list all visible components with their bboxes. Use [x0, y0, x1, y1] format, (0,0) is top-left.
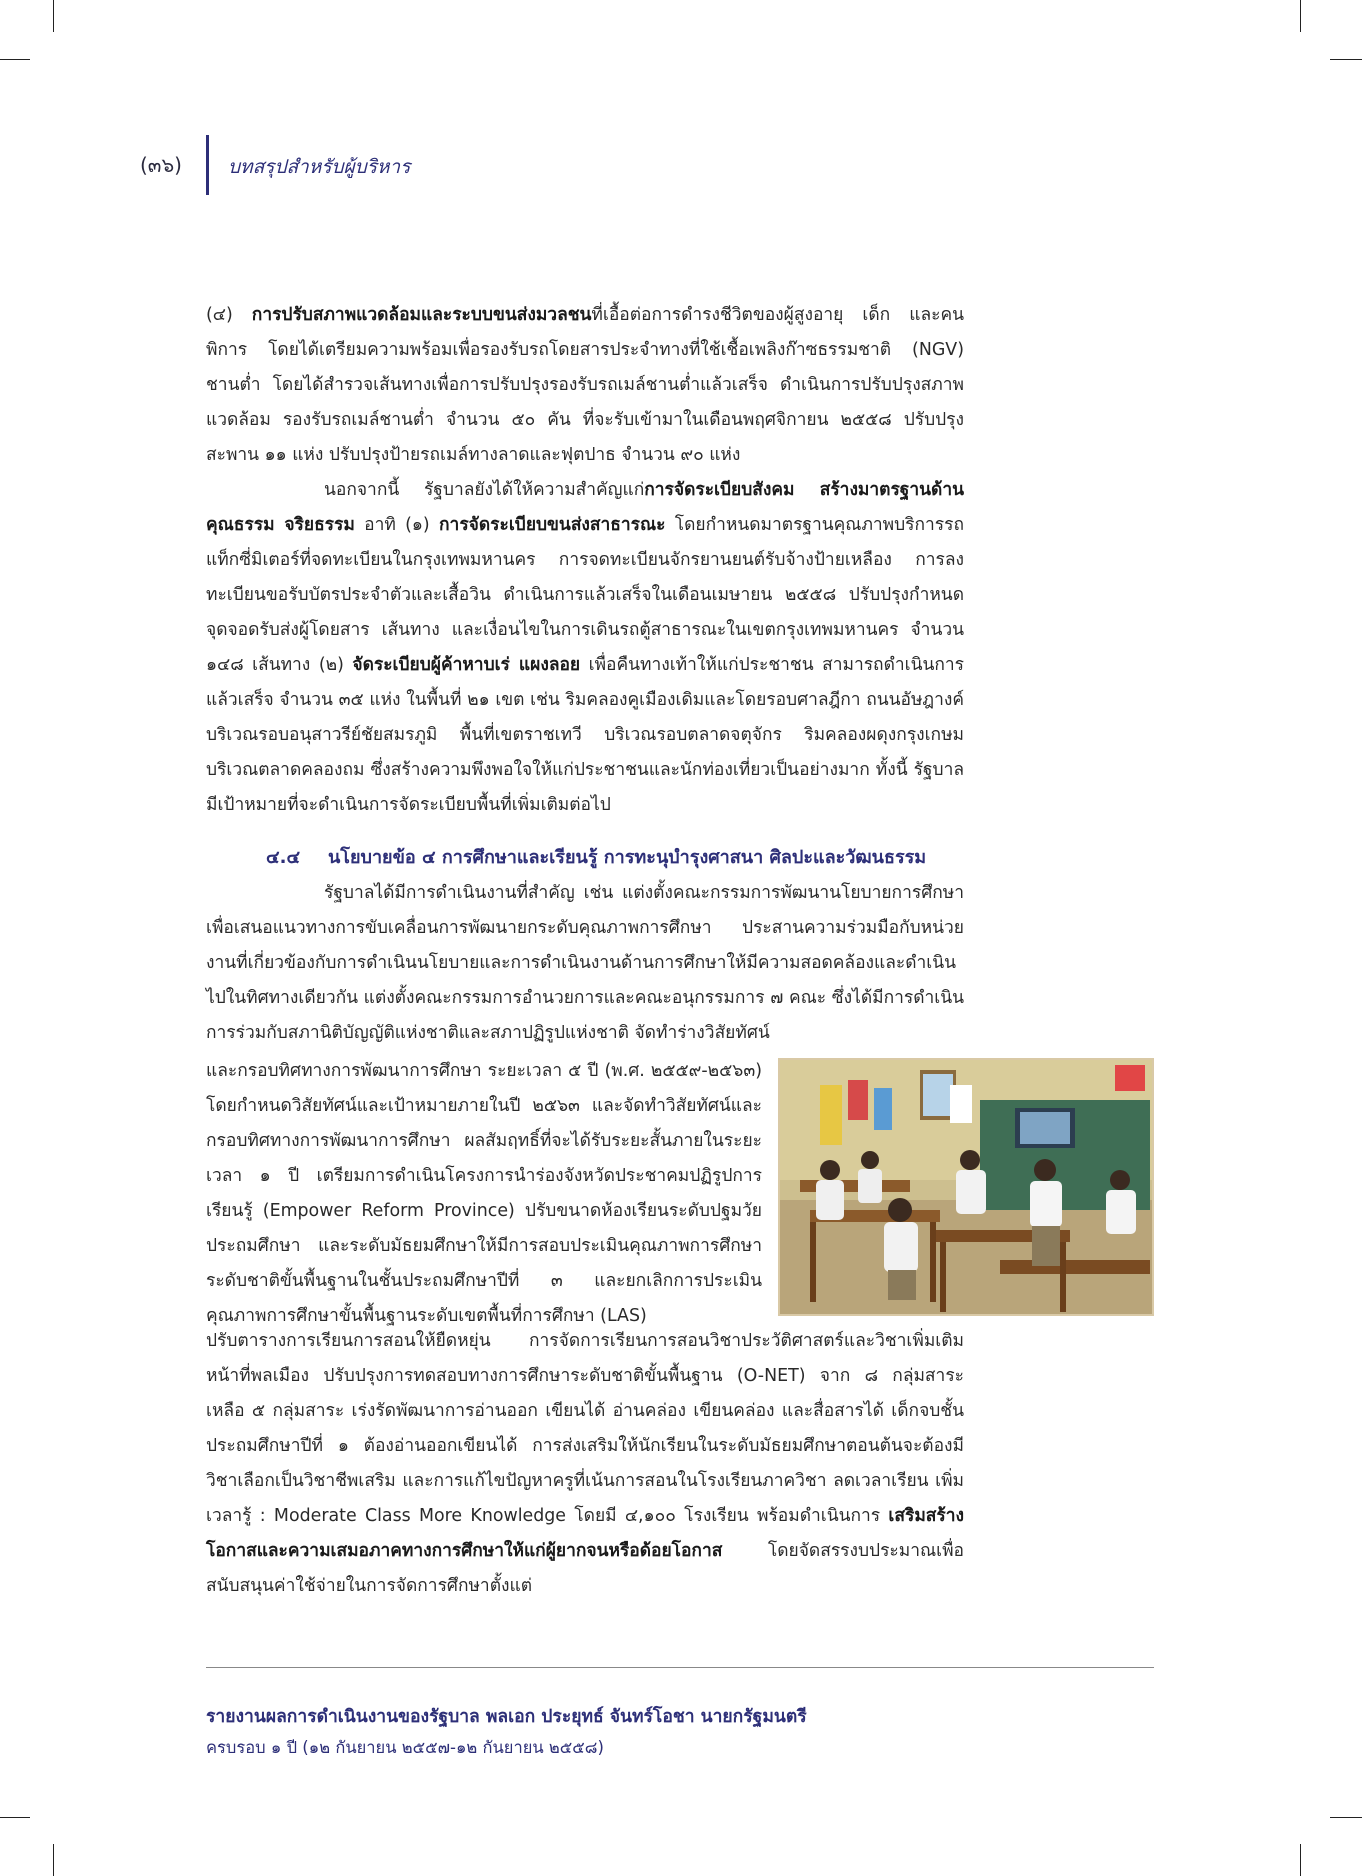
paragraph-education-intro: รัฐบาลได้มีการดำเนินงานที่สำคัญ เช่น แต่งตั้งคณะกรรมการพัฒนานโยบายการศึกษาเพื่อเสนอแนวทางการขับเคลื่อนการพัฒนายกระดับคุณภาพการศึกษา ประสานความร่วมมือกับหน่วยงานที่เกี่ยวข้องกับการดำเนินนโยบายและการดำเนินงานด้านการศึกษาให้มีความสอดคล้องและดำเนินไปในทิศทางเดียวกัน แต่งตั้งคณะกรรมการอำนวยการและคณะอนุกรรมการ ๗ คณะ ซึ่งได้มีการดำเนินการร่วมกับสภานิติบัญญัติแห่งชาติและสภาปฏิรูปแห่งชาติ จัดทำร่างวิสัยทัศน์ — [206, 883, 964, 1043]
header-divider — [206, 135, 209, 195]
section-heading — [266, 842, 926, 871]
paragraph-education-side: และกรอบทิศทางการพัฒนาการศึกษา ระยะเวลา ๕ ปี (พ.ศ. ๒๕๕๙-๒๕๖๓) โดยกำหนดวิสัยทัศน์และเป้าหมายภายในปี ๒๕๖๓ และจัดทำวิสัยทัศน์และกรอบทิศทางการพัฒนาการศึกษา ผลสัมฤทธิ์ที่จะได้รับระยะสั้นภายในระยะเวลา ๑ ปี เตรียมการดำเนินโครงการนำร่องจังหวัดประชาคมปฏิรูปการเรียนรู้ (Empower Reform Province) ปรับขนาดห้องเรียนระดับปฐมวัย ประถมศึกษา และระดับมัธยมศึกษาให้มีการสอบประเมินคุณภาพการศึกษาระดับชาติขั้นพื้นฐานในชั้นประถมศึกษาปีที่ ๓ และยกเลิกการประเมินคุณภาพการศึกษาขั้นพื้นฐานระดับเขตพื้นที่การศึกษา (LAS) — [206, 1061, 762, 1326]
crop-mark — [0, 59, 30, 60]
classroom-image — [780, 1060, 1152, 1314]
crop-mark — [1300, 1844, 1301, 1876]
crop-mark — [53, 1844, 54, 1876]
page-number: (๓๖) — [140, 153, 182, 177]
body-section-education-bottom — [206, 1324, 964, 1604]
crop-mark — [0, 1817, 30, 1818]
paragraph-social-order: นอกจากนี้ รัฐบาลยังได้ให้ความสำคัญแก่การจัดระเบียบสังคม สร้างมาตรฐานด้านคุณธรรม จริยธรรม อาทิ (๑) การจัดระเบียบขนส่งสาธารณะ โดยกำหนดมาตรฐานคุณภาพบริการรถแท็กซี่มิเตอร์ที่จดทะเบียนในกรุงเทพมหานคร การจดทะเบียนจักรยานยนต์รับจ้างป้ายเหลือง การลงทะเบียนขอรับบัตรประจำตัวและเสื้อวิน ดำเนินการแล้วเสร็จในเดือนเมษายน ๒๕๕๘ ปรับปรุงกำหนดจุดจอดรับส่งผู้โดยสาร เส้นทาง และเงื่อนไขในการเดินรถตู้สาธารณะในเขตกรุงเทพมหานคร จำนวน ๑๔๘ เส้นทาง (๒) จัดระเบียบผู้ค้าหาบเร่ แผงลอย เพื่อคืนทางเท้าให้แก่ประชาชน สามารถดำเนินการแล้วเสร็จ จำนวน ๓๕ แห่ง ในพื้นที่ ๒๑ เขต เช่น ริมคลองคูเมืองเดิมและโดยรอบศาลฎีกา ถนนอัษฎางค์ บริเวณรอบอนุสาวรีย์ชัยสมรภูมิ พื้นที่เขตราชเทวี บริเวณรอบตลาดจตุจักร ริมคลองผดุงกรุงเกษม บริเวณตลาดคลองถม ซึ่งสร้างความพึงพอใจให้แก่ประชาชนและนักท่องเที่ยวเป็นอย่างมาก ทั้งนี้ รัฐบาลมีเป้าหมายที่จะดำเนินการจัดระเบียบพื้นที่เพิ่มเติมต่อไป — [206, 480, 965, 815]
body-section-top — [206, 298, 964, 823]
crop-mark — [53, 0, 54, 32]
footer-report-period: ครบรอบ ๑ ปี (๑๒ กันยายน ๒๕๕๗-๑๒ กันยายน ๒๕๕๘) — [206, 1738, 604, 1757]
section-title: นโยบายข้อ ๔ การศึกษาและเรียนรู้ การทะนุบำรุงศาสนา ศิลปะและวัฒนธรรม — [328, 847, 927, 868]
header-title: บทสรุปสำหรับผู้บริหาร — [228, 156, 411, 178]
footer-report-title: รายงานผลการดำเนินงานของรัฐบาล พลเอก ประยุทธ์ จันทร์โอชา นายกรัฐมนตรี — [206, 1707, 807, 1727]
footer-divider — [206, 1667, 1154, 1668]
classroom-photo — [778, 1058, 1154, 1316]
crop-mark — [1330, 59, 1362, 60]
section-number: ๔.๔ — [266, 847, 301, 868]
body-section-education — [206, 876, 964, 1051]
crop-mark — [1330, 1817, 1362, 1818]
paragraph-education-continued: ปรับตารางการเรียนการสอนให้ยืดหยุ่น การจัดการเรียนการสอนวิชาประวัติศาสตร์และวิชาเพิ่มเติมหน้าที่พลเมือง ปรับปรุงการทดสอบทางการศึกษาระดับชาติขั้นพื้นฐาน (O-NET) จาก ๘ กลุ่มสาระ เหลือ ๕ กลุ่มสาระ เร่งรัดพัฒนาการอ่านออก เขียนได้ อ่านคล่อง เขียนคล่อง และสื่อสารได้ เด็กจบชั้นประถมศึกษาปีที่ ๑ ต้องอ่านออกเขียนได้ การส่งเสริมให้นักเรียนในระดับมัธยมศึกษาตอนต้นจะต้องมีวิชาเลือกเป็นวิชาชีพเสริม และการแก้ไขปัญหาครูที่เน้นการสอนในโรงเรียนภาควิชา ลดเวลาเรียน เพิ่มเวลารู้ : Moderate Class More Knowledge โดยมี ๔,๑๐๐ โรงเรียน พร้อมดำเนินการ เสริมสร้างโอกาสและความเสมอภาคทางการศึกษาให้แก่ผู้ยากจนหรือด้อยโอกาส โดยจัดสรรงบประมาณเพื่อสนับสนุนค่าใช้จ่ายในการจัดการศึกษาตั้งแต่ — [206, 1331, 964, 1596]
crop-mark — [1300, 0, 1301, 32]
body-section-education-side — [206, 1054, 762, 1334]
paragraph-environment: (๔) การปรับสภาพแวดล้อมและระบบขนส่งมวลชนที่เอื้อต่อการดำรงชีวิตของผู้สูงอายุ เด็ก และคนพิการ โดยได้เตรียมความพร้อมเพื่อรองรับรถโดยสารประจำทางที่ใช้เชื้อเพลิงก๊าซธรรมชาติ (NGV) ชานต่ำ โดยได้สำรวจเส้นทางเพื่อการปรับปรุงรองรับรถเมล์ชานต่ำแล้วเสร็จ ดำเนินการปรับปรุงสภาพแวดล้อม รองรับรถเมล์ชานต่ำ จำนวน ๕๐ คัน ที่จะรับเข้ามาในเดือนพฤศจิกายน ๒๕๕๘ ปรับปรุงสะพาน ๑๑ แห่ง ปรับปรุงป้ายรถเมล์ทางลาดและฟุตปาธ จำนวน ๙๐ แห่ง — [206, 305, 964, 465]
